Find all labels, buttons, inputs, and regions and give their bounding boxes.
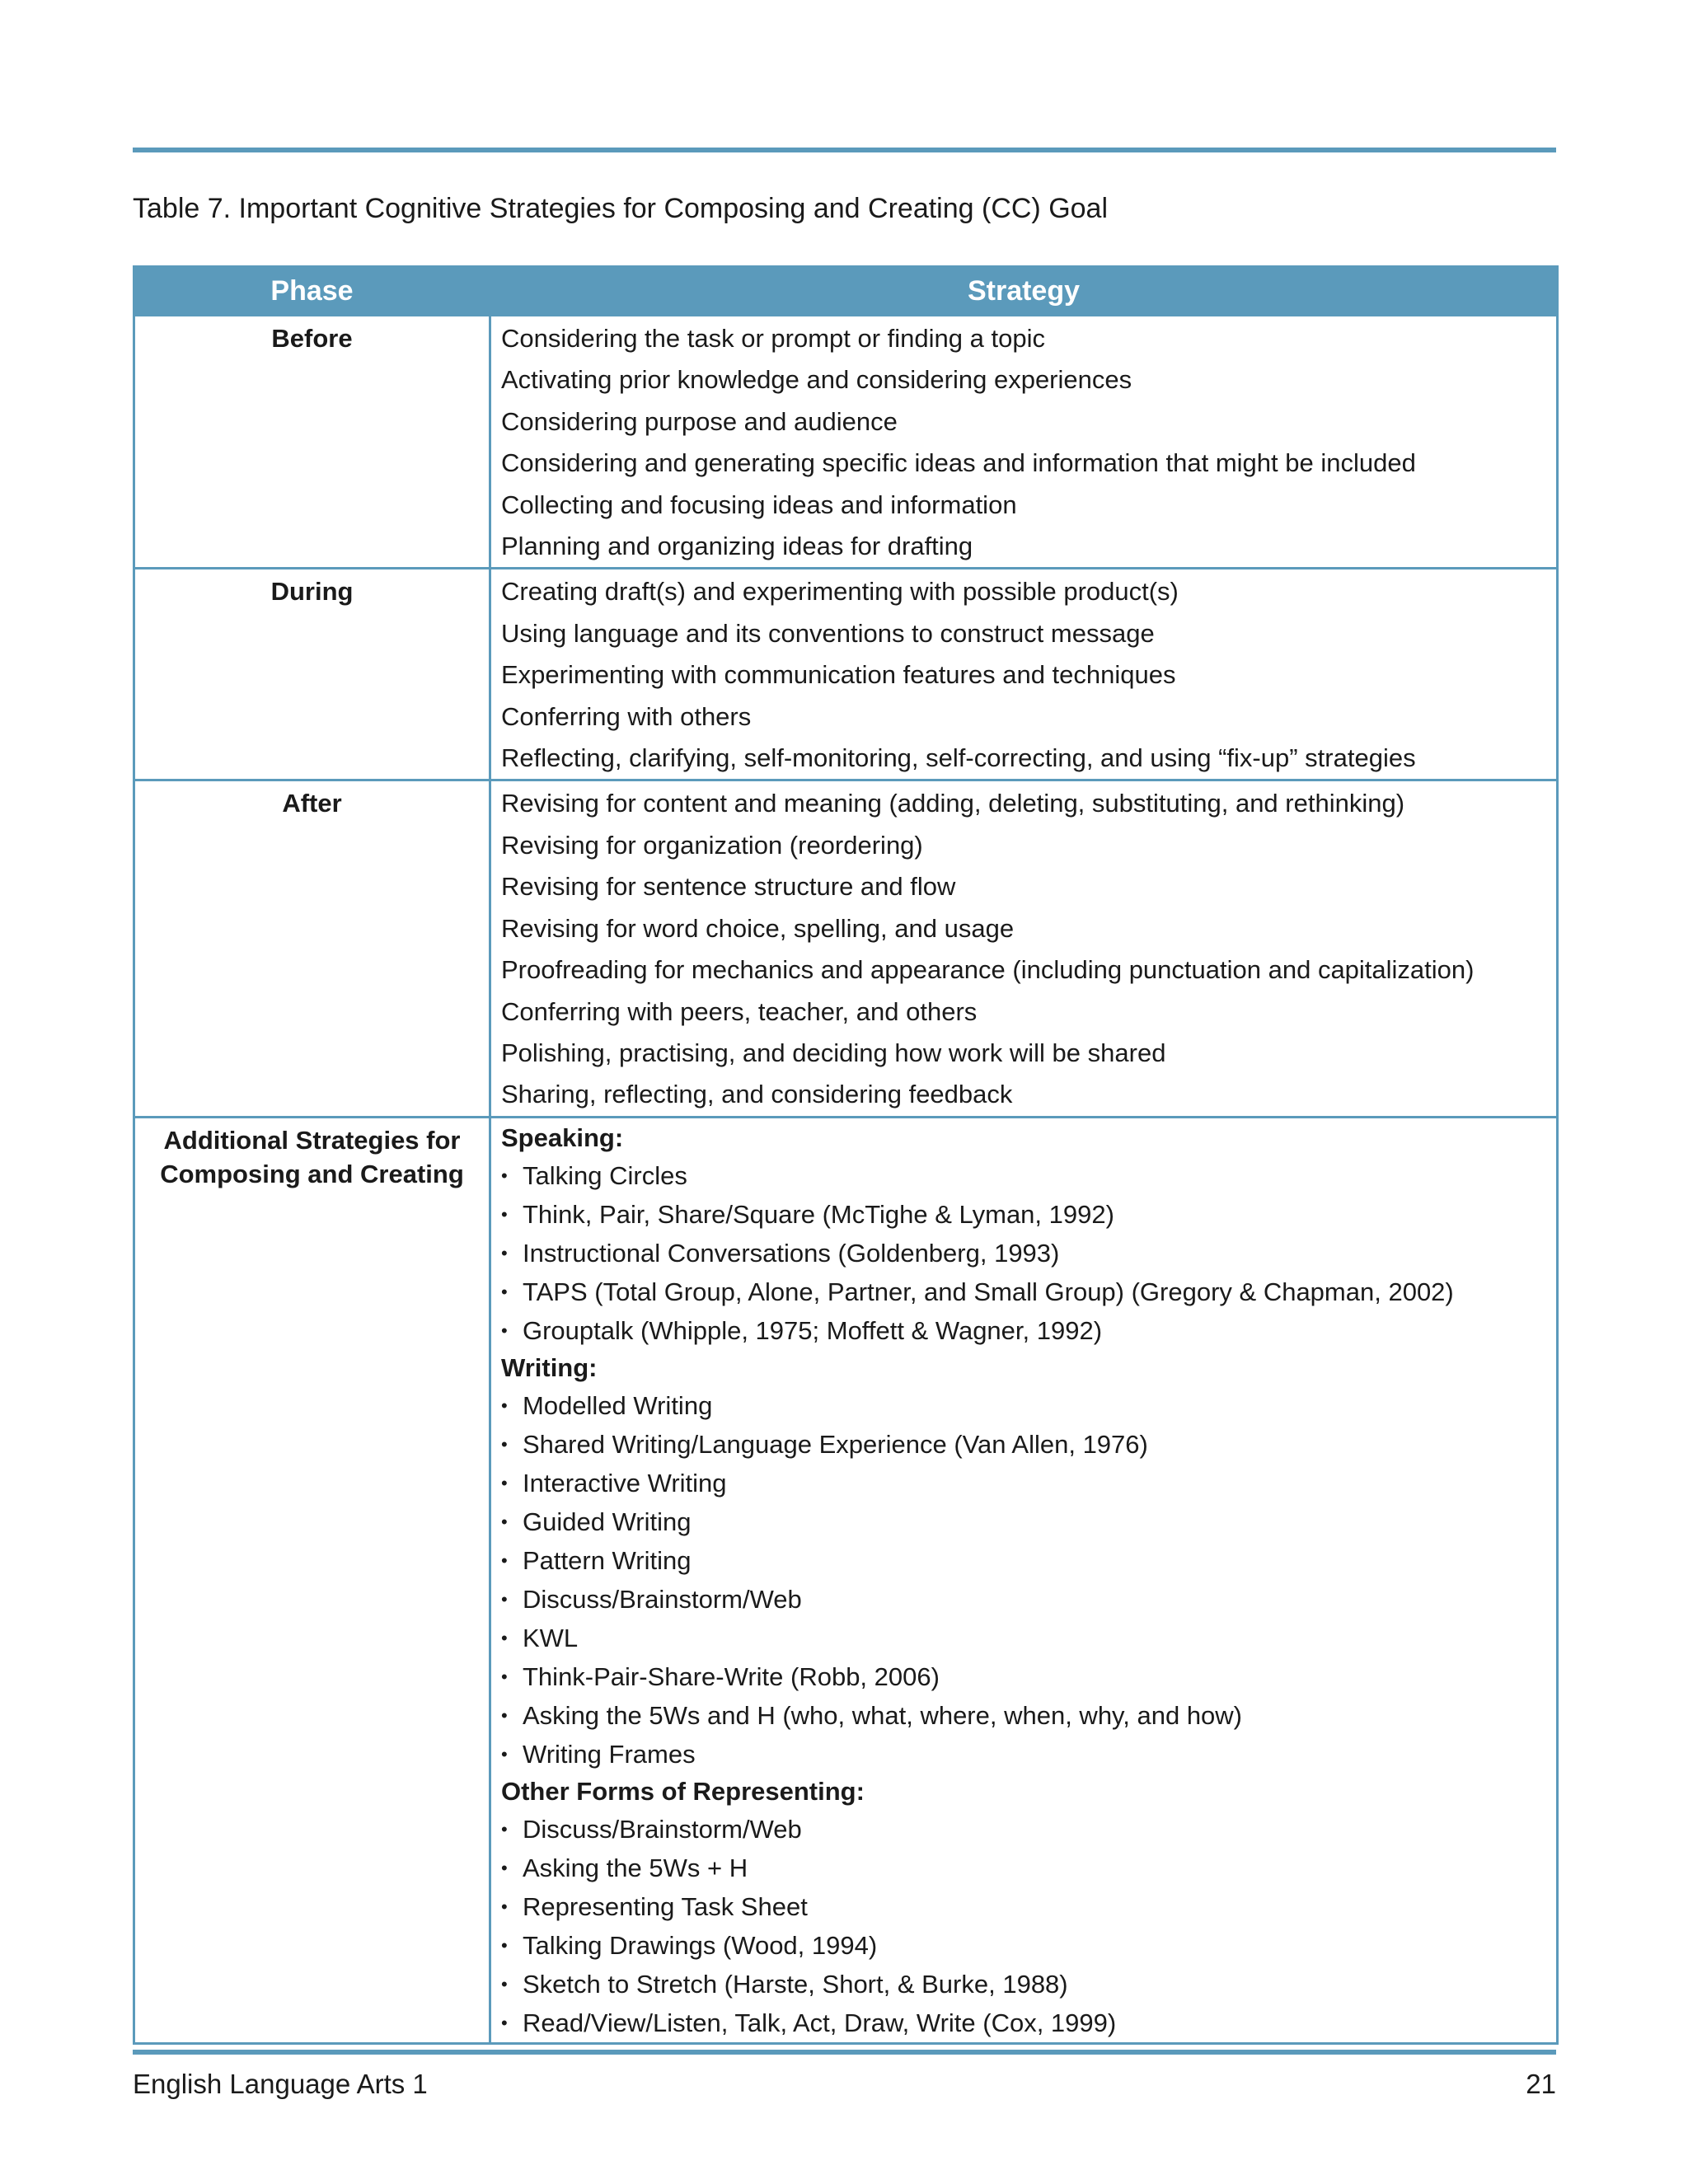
strategy-item: Collecting and focusing ideas and information <box>501 490 1017 519</box>
list-item <box>501 1541 1556 1580</box>
list-item-text: Think, Pair, Share/Square (McTighe & Lyman, 1992) <box>523 1199 1114 1229</box>
strategy-item: Sharing, reflecting, and considering feedback <box>501 1080 1013 1109</box>
list-item-text: KWL <box>523 1623 579 1652</box>
other-forms-heading: Other Forms of Representing: <box>501 1776 865 1806</box>
list-item <box>501 1195 1556 1234</box>
bullet-icon: • <box>501 1242 508 1263</box>
footer-title: English Language Arts 1 <box>133 2069 428 2099</box>
bullet-icon: • <box>501 1627 508 1648</box>
strategy-item: Revising for word choice, spelling, and usage <box>501 913 1015 943</box>
strategy-item: Proofreading for mechanics and appearance (including punctuation and capitalization) <box>501 955 1475 985</box>
phase-cell <box>134 316 490 569</box>
bullet-icon: • <box>501 1934 508 1956</box>
bullet-icon: • <box>501 1704 508 1726</box>
list-item-text: Talking Circles <box>523 1160 687 1190</box>
list-item-text: Instructional Conversations (Goldenberg, 1993) <box>523 1238 1060 1268</box>
strategy-item: Activating prior knowledge and considering experiences <box>501 365 1132 395</box>
list-item <box>501 2004 1556 2042</box>
list-item <box>501 1849 1556 1887</box>
bullet-icon: • <box>501 1433 508 1455</box>
bullet-icon: • <box>501 1743 508 1765</box>
strategy-item: Revising for sentence structure and flow <box>501 872 956 902</box>
phase-cell <box>134 1117 490 2043</box>
strategy-cell <box>490 569 1558 780</box>
strategy-item: Conferring with others <box>501 701 752 731</box>
writing-heading: Writing: <box>501 1352 598 1382</box>
list-item-text: Guided Writing <box>523 1507 692 1536</box>
phase-cell <box>134 780 490 1117</box>
table-caption: Table 7. Important Cognitive Strategies for Composing and Creating (CC) Goal <box>133 193 1109 224</box>
list-item-text: Pattern Writing <box>523 1545 692 1575</box>
strategy-item: Revising for organization (reordering) <box>501 830 923 860</box>
list-item-text: Grouptalk (Whipple, 1975; Moffett & Wagner, 1992) <box>523 1315 1103 1345</box>
list-item <box>501 1696 1556 1735</box>
list-item <box>501 1810 1556 1849</box>
table-row-after <box>134 780 1558 1117</box>
strategy-item: Considering the task or prompt or finding a topic <box>501 324 1045 353</box>
bullet-icon: • <box>501 1896 508 1917</box>
list-item <box>501 1156 1556 1195</box>
bullet-icon: • <box>501 1973 508 1994</box>
list-item-text: Interactive Writing <box>523 1468 727 1497</box>
strategy-item: Considering and generating specific ideas and information that might be included <box>501 448 1416 478</box>
list-item <box>501 1272 1556 1311</box>
strategy-cell <box>490 780 1558 1117</box>
list-item-text: Discuss/Brainstorm/Web <box>523 1814 802 1844</box>
list-item-text: Asking the 5Ws + H <box>523 1853 748 1882</box>
bullet-icon: • <box>501 1666 508 1687</box>
bullet-icon: • <box>501 1281 508 1302</box>
list-item <box>501 1965 1556 2004</box>
strategy-item: Considering purpose and audience <box>501 406 898 436</box>
bullet-icon: • <box>501 1511 508 1532</box>
strategy-item: Revising for content and meaning (adding, deleting, substituting, and rethinking) <box>501 789 1405 818</box>
phase-label-additional-line2: Composing and Creating <box>160 1159 464 1188</box>
list-item-text: Asking the 5Ws and H (who, what, where, when, why, and how) <box>523 1700 1243 1730</box>
table-header-row <box>134 267 1558 316</box>
bullet-icon: • <box>501 1588 508 1610</box>
bullet-icon: • <box>501 1857 508 1878</box>
list-item <box>501 1464 1556 1502</box>
phase-label-before: Before <box>271 324 353 353</box>
bullet-icon: • <box>501 1319 508 1341</box>
list-item-text: Shared Writing/Language Experience (Van Allen, 1976) <box>523 1429 1148 1459</box>
list-item-text: Representing Task Sheet <box>523 1891 808 1921</box>
list-item <box>501 1234 1556 1272</box>
table-row-before <box>134 316 1558 569</box>
bullet-icon: • <box>501 1165 508 1186</box>
list-item <box>501 1657 1556 1696</box>
phase-column-header: Phase <box>134 267 490 316</box>
strategy-item: Reflecting, clarifying, self-monitoring, self-correcting, and using “fix-up” strategies <box>501 743 1416 773</box>
strategies-table <box>133 265 1559 2045</box>
list-item <box>501 1619 1556 1657</box>
list-item <box>501 1502 1556 1541</box>
top-rule <box>133 148 1556 152</box>
bullet-icon: • <box>501 1394 508 1416</box>
bullet-icon: • <box>501 1203 508 1225</box>
table-row-during <box>134 569 1558 780</box>
bottom-rule <box>133 2050 1556 2055</box>
phase-label-after: After <box>282 789 342 818</box>
list-item-text: Talking Drawings (Wood, 1994) <box>523 1930 878 1960</box>
list-item <box>501 1735 1556 1774</box>
strategy-column-header: Strategy <box>490 267 1558 316</box>
phase-label-during: During <box>270 577 354 607</box>
bullet-icon: • <box>501 1549 508 1571</box>
list-item-text: Read/View/Listen, Talk, Act, Draw, Write (Cox, 1999) <box>523 2008 1117 2037</box>
strategy-item: Experimenting with communication features and techniques <box>501 660 1176 690</box>
strategy-item: Planning and organizing ideas for drafting <box>501 532 973 561</box>
list-item-text: Writing Frames <box>523 1739 696 1769</box>
list-item <box>501 1311 1556 1350</box>
bullet-icon: • <box>501 1818 508 1840</box>
list-item-text: Modelled Writing <box>523 1390 713 1420</box>
list-item-text: Sketch to Stretch (Harste, Short, & Burke, 1988) <box>523 1969 1068 1999</box>
strategy-item: Conferring with peers, teacher, and others <box>501 996 978 1026</box>
list-item-text: TAPS (Total Group, Alone, Partner, and Small Group) (Gregory & Chapman, 2002) <box>523 1277 1454 1306</box>
list-item <box>501 1425 1556 1464</box>
phase-label-additional-line1: Additional Strategies for <box>163 1125 461 1155</box>
strategy-cell <box>490 1117 1558 2043</box>
page-number: 21 <box>1526 2069 1556 2099</box>
strategy-item: Using language and its conventions to construct message <box>501 618 1155 648</box>
list-item <box>501 1580 1556 1619</box>
list-item-text: Think-Pair-Share-Write (Robb, 2006) <box>523 1661 940 1691</box>
strategy-cell <box>490 316 1558 569</box>
phase-cell <box>134 569 490 780</box>
strategy-item: Polishing, practising, and deciding how work will be shared <box>501 1038 1166 1067</box>
bullet-icon: • <box>501 2012 508 2033</box>
bullet-icon: • <box>501 1472 508 1493</box>
strategy-item: Creating draft(s) and experimenting with possible product(s) <box>501 577 1179 607</box>
list-item <box>501 1926 1556 1965</box>
list-item-text: Discuss/Brainstorm/Web <box>523 1584 802 1614</box>
table-row-additional <box>134 1117 1558 2043</box>
speaking-heading: Speaking: <box>501 1122 624 1152</box>
list-item <box>501 1386 1556 1425</box>
list-item <box>501 1887 1556 1926</box>
